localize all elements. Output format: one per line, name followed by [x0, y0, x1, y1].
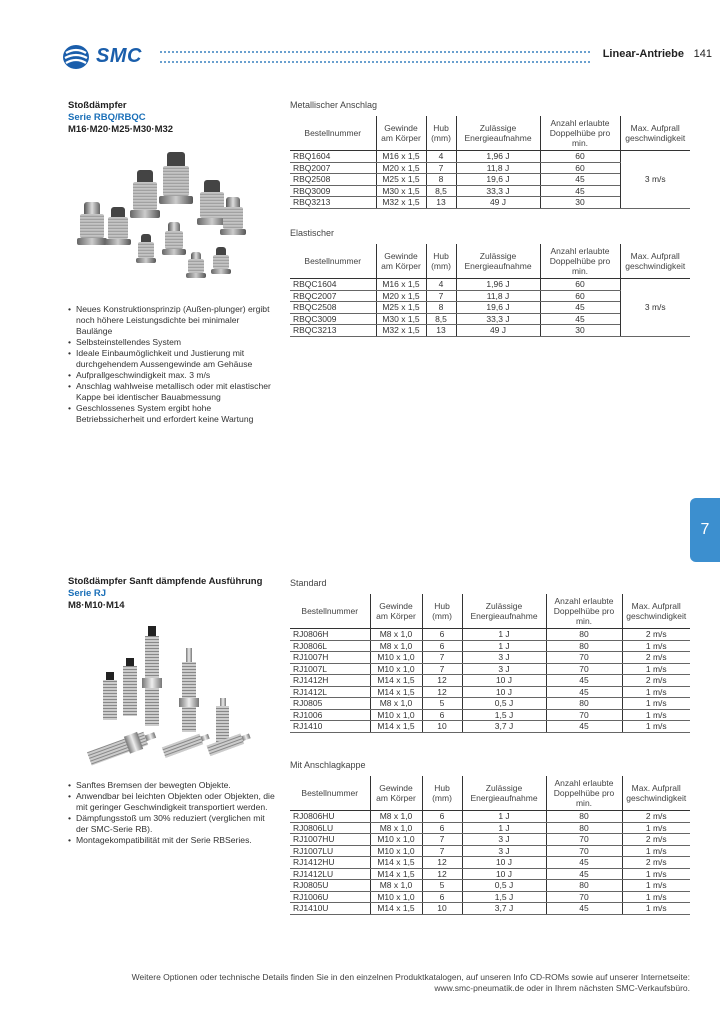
table-row	[290, 891, 690, 903]
cell: 6	[422, 640, 462, 652]
col-header: Zulässige Energieaufnahme	[456, 244, 540, 279]
table-row	[290, 880, 690, 892]
cell-speed: 3 m/s	[620, 151, 690, 209]
table-header-row	[290, 776, 690, 811]
cell: 1 m/s	[622, 721, 690, 733]
table-row	[290, 811, 690, 823]
feature-item: • Selbsteinstellendes System	[68, 337, 278, 348]
col-header: Bestellnummer	[290, 776, 370, 811]
cell: 33,3 J	[456, 313, 540, 325]
cell: 1,96 J	[456, 151, 540, 163]
col-header: Bestellnummer	[290, 244, 376, 279]
cell: 1 m/s	[622, 845, 690, 857]
cell: 45	[540, 302, 620, 314]
cell: 6	[422, 811, 462, 823]
cell: 70	[546, 652, 622, 664]
cell: 45	[546, 868, 622, 880]
feature-item: • Anwendbar bei leichten Objekten oder Objekten, die mit geringer Geschwindigkeit transportiert werden.	[68, 791, 278, 813]
cell: 2 m/s	[622, 629, 690, 641]
cell: RJ0806L	[290, 640, 370, 652]
cell: 3 J	[462, 834, 546, 846]
table-header-row	[290, 594, 690, 629]
table-row	[290, 686, 690, 698]
cell: RJ0806LU	[290, 822, 370, 834]
cell: 45	[546, 686, 622, 698]
cell: RBQC1604	[290, 279, 376, 291]
cell: M8 x 1,0	[370, 640, 422, 652]
col-header: Gewinde am Körper	[376, 244, 426, 279]
cell: 6	[422, 891, 462, 903]
cell: 12	[422, 675, 462, 687]
cell: 60	[540, 151, 620, 163]
page-number: 141	[693, 48, 712, 60]
cell: 1 m/s	[622, 709, 690, 721]
cell: 45	[546, 721, 622, 733]
cell: RJ1410U	[290, 903, 370, 915]
table-row	[290, 822, 690, 834]
logo-text: SMC	[96, 45, 142, 67]
cell: M32 x 1,5	[376, 325, 426, 337]
col-header: Zulässige Energieaufnahme	[456, 116, 540, 151]
cell: 6	[422, 709, 462, 721]
cell: 1 m/s	[622, 891, 690, 903]
cell: RJ1410	[290, 721, 370, 733]
cell: 70	[546, 709, 622, 721]
table-row	[290, 845, 690, 857]
cell: 0,5 J	[462, 698, 546, 710]
cell: M14 x 1,5	[370, 675, 422, 687]
cell: 2 m/s	[622, 652, 690, 664]
table-label: Metallischer Anschlag	[290, 100, 378, 110]
cell: M10 x 1,0	[370, 709, 422, 721]
cell: 6	[422, 629, 462, 641]
cell: M30 x 1,5	[376, 185, 426, 197]
cell: 60	[540, 162, 620, 174]
table-row	[290, 151, 690, 163]
table-row	[290, 640, 690, 652]
cell: 1 m/s	[622, 880, 690, 892]
spec-table	[290, 776, 690, 915]
cell: 3,7 J	[462, 721, 546, 733]
cell: 8	[426, 174, 456, 186]
col-header: Gewinde am Körper	[370, 776, 422, 811]
cell: 7	[422, 834, 462, 846]
col-header: Max. Aufprall geschwindigkeit	[620, 116, 690, 151]
cell: 80	[546, 880, 622, 892]
feature-item: • Ideale Einbaumöglichkeit und Justierung mit durchgehendem Aussengewinde am Gehäuse	[68, 348, 278, 370]
table-rbq-metal	[290, 100, 690, 209]
feature-item: • Aufprallgeschwindigkeit max. 3 m/s	[68, 370, 278, 381]
cell: 1 m/s	[622, 868, 690, 880]
cell: M8 x 1,0	[370, 822, 422, 834]
cell: RBQC2508	[290, 302, 376, 314]
cell: 8,5	[426, 313, 456, 325]
product-sizes: M16·M20·M25·M30·M32	[68, 124, 174, 135]
cell: 8,5	[426, 185, 456, 197]
cell: 12	[422, 868, 462, 880]
cell: 7	[422, 663, 462, 675]
cell: 4	[426, 151, 456, 163]
cell: 10 J	[462, 686, 546, 698]
table-row	[290, 868, 690, 880]
cell: M14 x 1,5	[370, 903, 422, 915]
cell: M20 x 1,5	[376, 162, 426, 174]
cell: 1,5 J	[462, 891, 546, 903]
cell: RJ1412LU	[290, 868, 370, 880]
cell: 5	[422, 880, 462, 892]
cell: 2 m/s	[622, 675, 690, 687]
product-image-rj	[68, 618, 268, 768]
feature-item: • Neues Konstruktionsprinzip (Außen-plunger) ergibt noch höhere Leistungsdichte bei minimaler Baulänge	[68, 304, 278, 337]
table-label: Standard	[290, 578, 327, 588]
cell: 1 J	[462, 640, 546, 652]
cell: 7	[422, 845, 462, 857]
cell: 80	[546, 822, 622, 834]
cell: 1 m/s	[622, 663, 690, 675]
cell: 1 m/s	[622, 640, 690, 652]
feature-item: • Montagekompatibilität mit der Serie RBSeries.	[68, 835, 278, 846]
cell: RJ1007LU	[290, 845, 370, 857]
col-header: Bestellnummer	[290, 116, 376, 151]
cell: 19,6 J	[456, 302, 540, 314]
cell: 70	[546, 834, 622, 846]
cell: RBQC3009	[290, 313, 376, 325]
cell: RBQ3213	[290, 197, 376, 209]
cell: M25 x 1,5	[376, 302, 426, 314]
cell: RJ0806HU	[290, 811, 370, 823]
cell: RBQ2007	[290, 162, 376, 174]
page-header	[0, 40, 720, 76]
table-row	[290, 834, 690, 846]
cell: M14 x 1,5	[370, 857, 422, 869]
cell: 3 J	[462, 845, 546, 857]
col-header: Zulässige Energieaufnahme	[462, 776, 546, 811]
cell: 45	[546, 903, 622, 915]
cell: 60	[540, 279, 620, 291]
cell: 10 J	[462, 857, 546, 869]
cell: 4	[426, 279, 456, 291]
cell: 80	[546, 698, 622, 710]
cell: RBQ3009	[290, 185, 376, 197]
cell: M16 x 1,5	[376, 151, 426, 163]
cell: 2 m/s	[622, 857, 690, 869]
table-rj-cap	[290, 760, 690, 915]
table-row	[290, 279, 690, 291]
product-rbq-info	[68, 100, 278, 425]
cell: M14 x 1,5	[370, 868, 422, 880]
cell: M10 x 1,0	[370, 891, 422, 903]
page-footer	[60, 972, 690, 994]
table-label: Elastischer	[290, 228, 335, 238]
cell: 3 J	[462, 663, 546, 675]
cell: RJ0806H	[290, 629, 370, 641]
table-row	[290, 903, 690, 915]
cell: RBQC3213	[290, 325, 376, 337]
product-title: Stoßdämpfer	[68, 100, 127, 111]
cell: M8 x 1,0	[370, 629, 422, 641]
cell: 6	[422, 822, 462, 834]
cell: 7	[426, 162, 456, 174]
cell: 60	[540, 290, 620, 302]
cell: 1,5 J	[462, 709, 546, 721]
col-header: Hub (mm)	[422, 594, 462, 629]
section-title: Linear-Antriebe	[602, 48, 684, 60]
table-label: Mit Anschlagkappe	[290, 760, 366, 770]
cell: 80	[546, 629, 622, 641]
cell: 45	[546, 675, 622, 687]
cell: M16 x 1,5	[376, 279, 426, 291]
cell: RJ0805	[290, 698, 370, 710]
rj-shock-absorbers-icon	[68, 618, 268, 768]
cell: 7	[426, 290, 456, 302]
cell: 1,96 J	[456, 279, 540, 291]
cell: M25 x 1,5	[376, 174, 426, 186]
cell: 49 J	[456, 325, 540, 337]
cell: M8 x 1,0	[370, 880, 422, 892]
cell: RBQ1604	[290, 151, 376, 163]
col-header: Anzahl erlaubte Doppelhübe pro min.	[540, 244, 620, 279]
spec-table	[290, 116, 690, 209]
cell: 10 J	[462, 675, 546, 687]
cell: 45	[540, 313, 620, 325]
cell: M32 x 1,5	[376, 197, 426, 209]
cell: RJ1007L	[290, 663, 370, 675]
cell: RJ1412H	[290, 675, 370, 687]
cell: 8	[426, 302, 456, 314]
feature-list	[68, 780, 278, 846]
cell: 0,5 J	[462, 880, 546, 892]
table-row	[290, 663, 690, 675]
cell: M20 x 1,5	[376, 290, 426, 302]
cell: 45	[540, 174, 620, 186]
cell: 13	[426, 325, 456, 337]
cell: 49 J	[456, 197, 540, 209]
cell: 10	[422, 721, 462, 733]
feature-item: • Dämpfungsstoß um 30% reduziert (verglichen mit der SMC-Serie RB).	[68, 813, 278, 835]
cell: 70	[546, 891, 622, 903]
feature-list	[68, 304, 278, 425]
feature-item: • Geschlossenes System ergibt hohe Betriebssicherheit und erfordert keine Wartung	[68, 403, 278, 425]
table-row	[290, 675, 690, 687]
cell: 30	[540, 325, 620, 337]
cell: M30 x 1,5	[376, 313, 426, 325]
cell: 3 J	[462, 652, 546, 664]
cell: RBQ2508	[290, 174, 376, 186]
cell: 30	[540, 197, 620, 209]
col-header: Max. Aufprall geschwindigkeit	[620, 244, 690, 279]
cell: M8 x 1,0	[370, 811, 422, 823]
cell: 1 m/s	[622, 686, 690, 698]
cell: 13	[426, 197, 456, 209]
col-header: Gewinde am Körper	[376, 116, 426, 151]
table-row	[290, 709, 690, 721]
cell: M8 x 1,0	[370, 698, 422, 710]
table-rj-standard	[290, 578, 690, 733]
cell: RJ1007HU	[290, 834, 370, 846]
cell: 10 J	[462, 868, 546, 880]
table-row	[290, 629, 690, 641]
cell: RBQC2007	[290, 290, 376, 302]
cell: 1 m/s	[622, 698, 690, 710]
cell: M10 x 1,0	[370, 845, 422, 857]
cell: 2 m/s	[622, 834, 690, 846]
col-header: Hub (mm)	[426, 244, 456, 279]
table-row	[290, 721, 690, 733]
table-header-row	[290, 244, 690, 279]
spec-table	[290, 594, 690, 733]
col-header: Bestellnummer	[290, 594, 370, 629]
header-dotted-rule	[160, 61, 590, 63]
cell: 70	[546, 845, 622, 857]
cell: 12	[422, 857, 462, 869]
col-header: Anzahl erlaubte Doppelhübe pro min.	[540, 116, 620, 151]
table-header-row	[290, 116, 690, 151]
cell: RJ1007H	[290, 652, 370, 664]
col-header: Zulässige Energieaufnahme	[462, 594, 546, 629]
cell: M14 x 1,5	[370, 686, 422, 698]
cell: 1 m/s	[622, 903, 690, 915]
product-rj-info	[68, 576, 278, 846]
cell: M14 x 1,5	[370, 721, 422, 733]
cell: 5	[422, 698, 462, 710]
col-header: Max. Aufprall geschwindigkeit	[622, 594, 690, 629]
feature-item: • Anschlag wahlweise metallisch oder mit elastischer Kappe bei identischer Bauabmessung	[68, 381, 278, 403]
product-title: Stoßdämpfer Sanft dämpfende Ausführung	[68, 576, 263, 587]
cell: 80	[546, 811, 622, 823]
cell: 70	[546, 663, 622, 675]
cell: 11,8 J	[456, 162, 540, 174]
cell: RJ1412HU	[290, 857, 370, 869]
col-header: Hub (mm)	[426, 116, 456, 151]
table-row	[290, 698, 690, 710]
cell: M10 x 1,0	[370, 834, 422, 846]
col-header: Max. Aufprall geschwindigkeit	[622, 776, 690, 811]
col-header: Gewinde am Körper	[370, 594, 422, 629]
product-serie[interactable]: Serie RBQ/RBQC	[68, 112, 146, 123]
cell: 45	[540, 185, 620, 197]
table-row	[290, 857, 690, 869]
cell: 3,7 J	[462, 903, 546, 915]
cell-speed: 3 m/s	[620, 279, 690, 337]
col-header: Hub (mm)	[422, 776, 462, 811]
cell: RJ0805U	[290, 880, 370, 892]
product-serie[interactable]: Serie RJ	[68, 588, 107, 599]
cell: 45	[546, 857, 622, 869]
cell: RJ1412L	[290, 686, 370, 698]
cell: RJ1006U	[290, 891, 370, 903]
cell: 1 m/s	[622, 822, 690, 834]
cell: 1 J	[462, 629, 546, 641]
cell: M10 x 1,0	[370, 663, 422, 675]
cell: 2 m/s	[622, 811, 690, 823]
cell: 33,3 J	[456, 185, 540, 197]
cell: RJ1006	[290, 709, 370, 721]
product-sizes: M8·M10·M14	[68, 600, 125, 611]
table-row	[290, 652, 690, 664]
footer-link[interactable]: www.smc-pneumatik.de oder in Ihrem nächsten SMC-Verkaufsbüro.	[434, 983, 690, 993]
header-dotted-rule	[160, 51, 590, 53]
cell: 1 J	[462, 811, 546, 823]
footer-line: Weitere Optionen oder technische Details finden Sie in den einzelnen Produktkatalogen, auf unseren Info CD-ROMs sowie auf unserer Internetseite:	[131, 972, 690, 982]
cell: 80	[546, 640, 622, 652]
col-header: Anzahl erlaubte Doppelhübe pro min.	[546, 594, 622, 629]
cell: 10	[422, 903, 462, 915]
col-header: Anzahl erlaubte Doppelhübe pro min.	[546, 776, 622, 811]
cell: 7	[422, 652, 462, 664]
table-rbqc-elastic	[290, 228, 690, 337]
cell: 11,8 J	[456, 290, 540, 302]
cell: M10 x 1,0	[370, 652, 422, 664]
chapter-tab[interactable]: 7	[690, 498, 720, 562]
spec-table	[290, 244, 690, 337]
product-image-rbq	[68, 142, 268, 292]
cell: 19,6 J	[456, 174, 540, 186]
cell: 1 J	[462, 822, 546, 834]
cell: 12	[422, 686, 462, 698]
feature-item: • Sanftes Bremsen der bewegten Objekte.	[68, 780, 278, 791]
